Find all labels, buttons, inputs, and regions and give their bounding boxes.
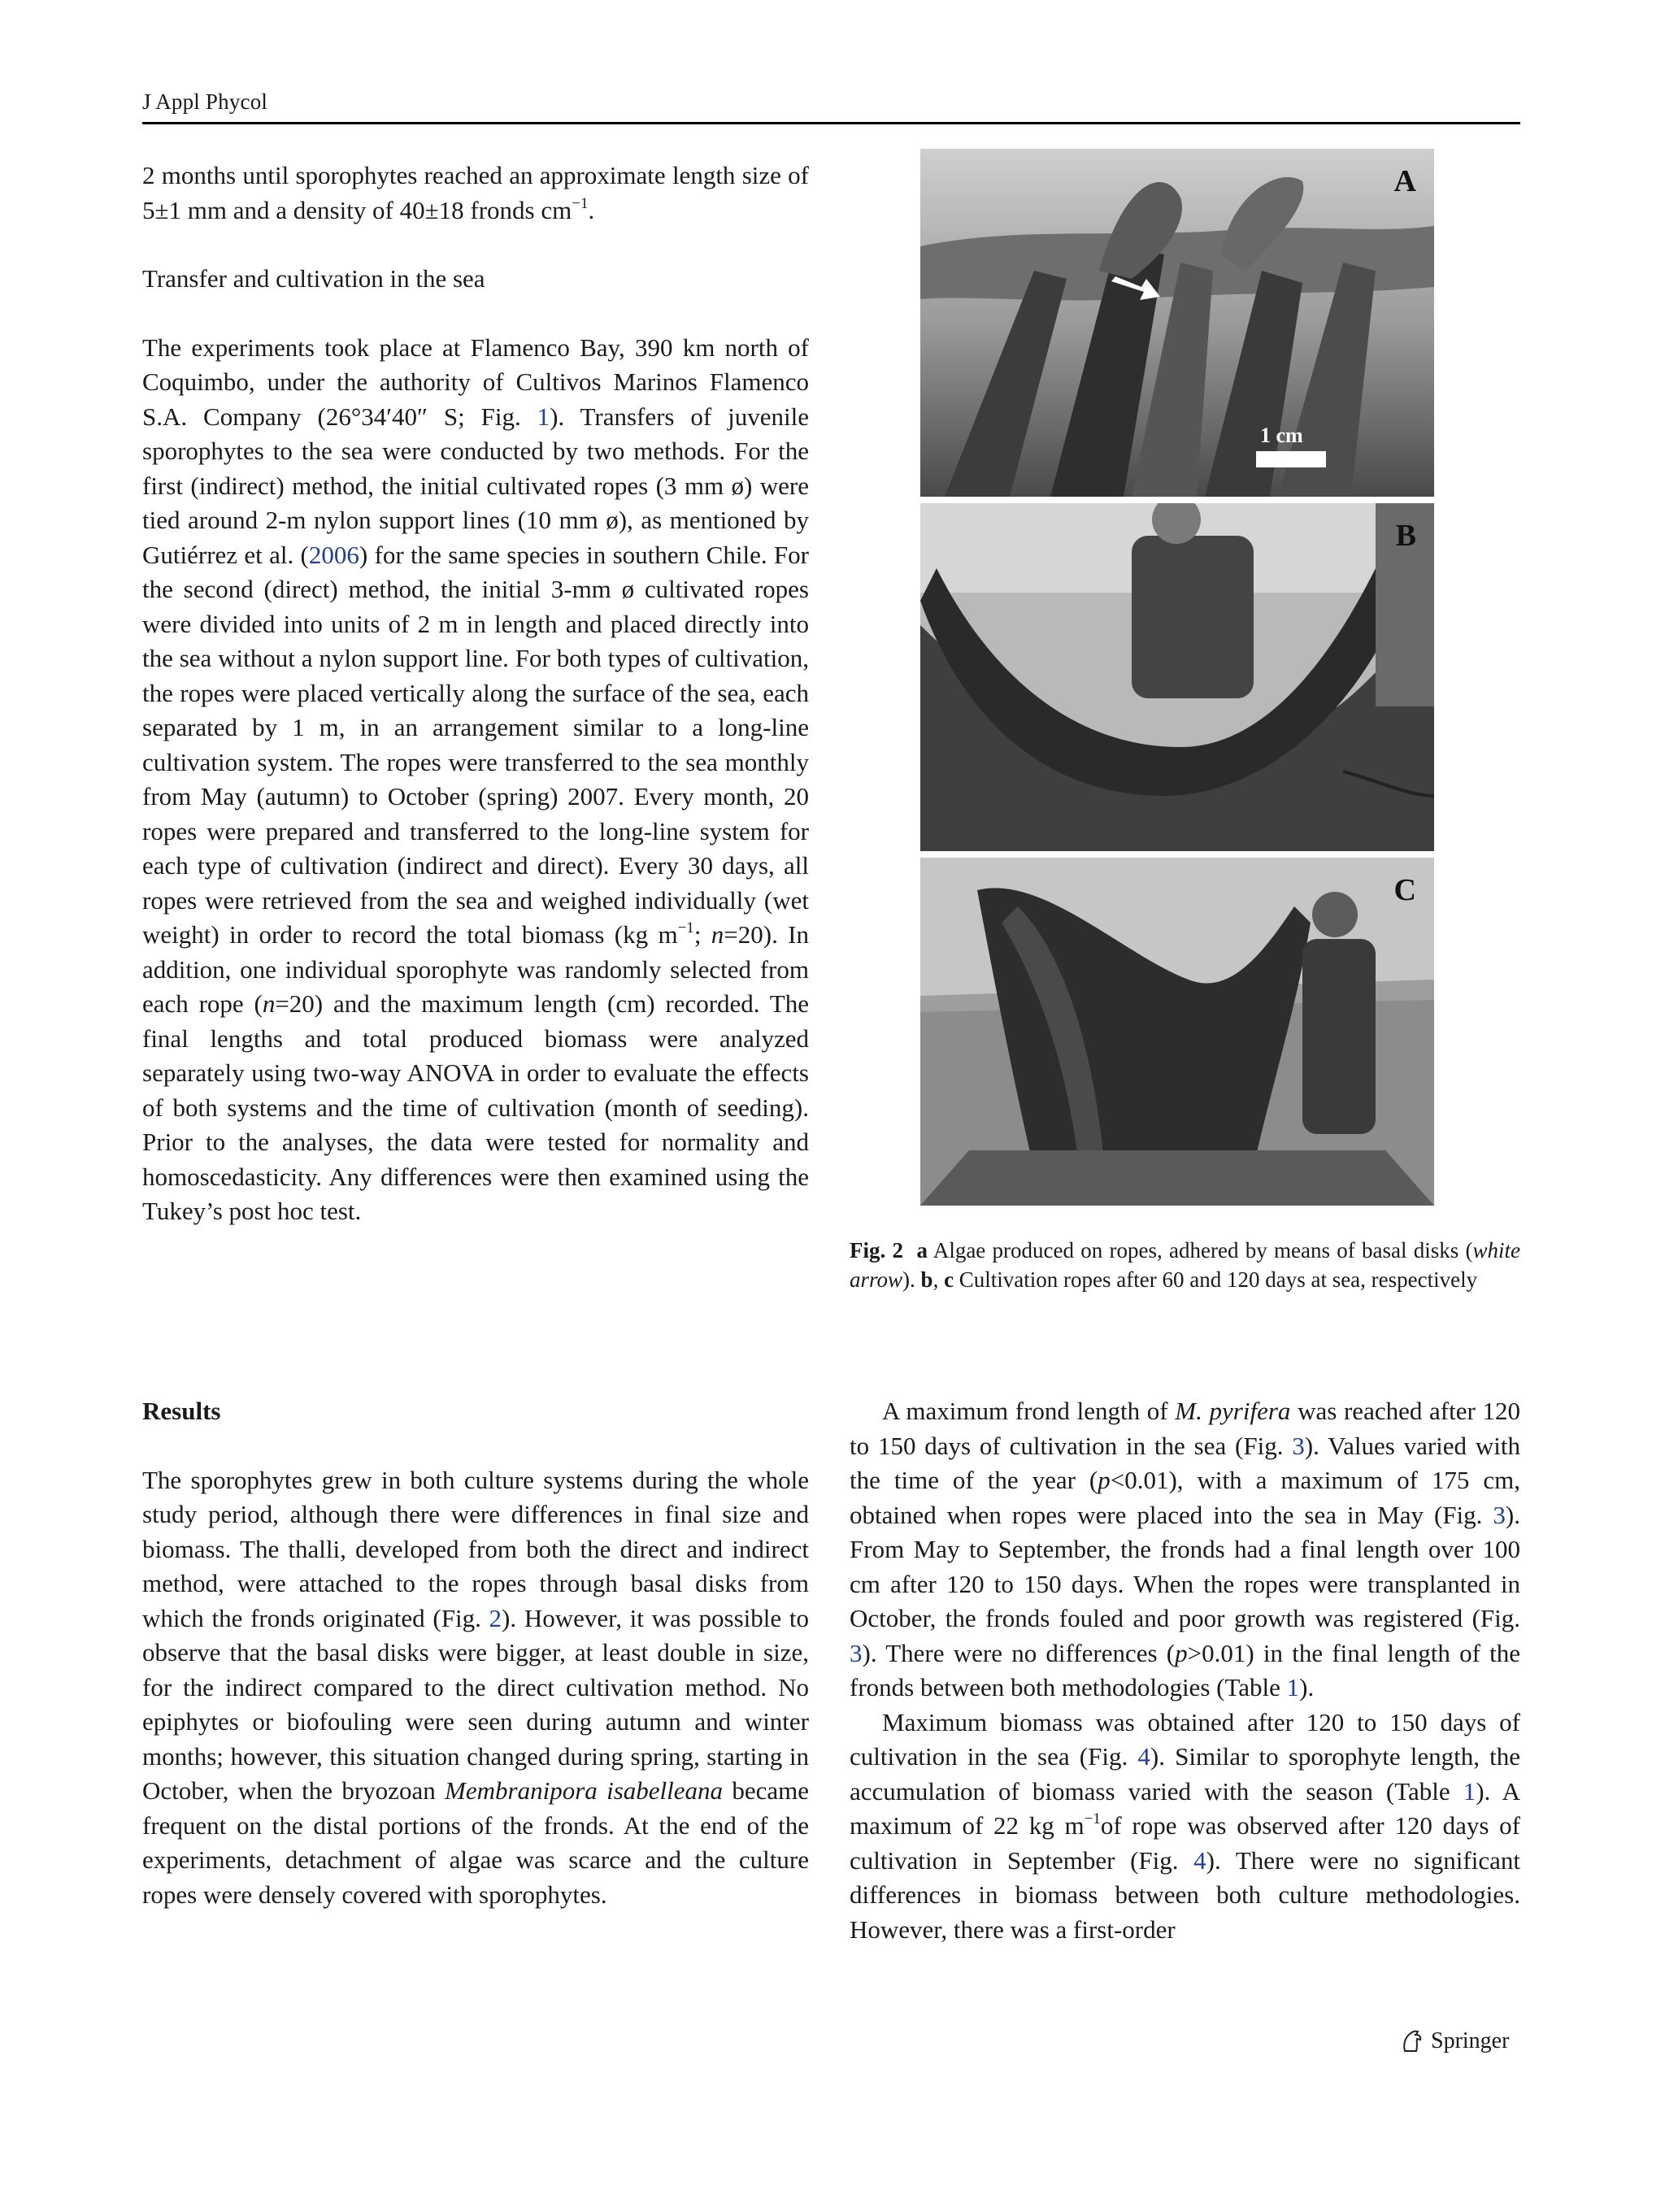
scale-bar — [1256, 451, 1326, 467]
left-column-results — [142, 1394, 809, 1912]
figure-link[interactable]: 4 — [1137, 1742, 1150, 1771]
publisher-name: Springer — [1431, 2028, 1510, 2053]
figure-2 — [920, 149, 1434, 1212]
table-link[interactable]: 1 — [1286, 1673, 1300, 1701]
header-rule — [142, 122, 1520, 124]
paragraph-frond-length: A maximum frond length of M. pyrifera was reached after 120 to 150 days of cultivation in the sea (Fig. 3). Values varied with the time of the year (p<0.01), with a maximum of 175 cm, obtained when ropes were placed into the sea in May (Fig. 3). From May to September, the fronds had a final length over 100 cm after 120 to 150 days. When the ropes were transplanted in October, the fronds fouled and poor growth was registered (Fig. 3). There were no differences (p>0.01) in the final length of the fronds between both methodologies (Table 1). — [850, 1397, 1521, 1701]
panel-b-photo — [920, 503, 1434, 851]
panel-label-c: C — [1393, 873, 1416, 907]
panel-label-b: B — [1395, 519, 1416, 553]
panel-c-photo — [920, 858, 1434, 1206]
springer-horse-icon — [1400, 2028, 1424, 2054]
figure-caption: Fig. 2 a Algae produced on ropes, adhered by means of basal disks (white arrow). b, c Cultivation ropes after 60 and 120 days at sea, respectively — [850, 1238, 1520, 1292]
panel-a-photo — [920, 149, 1434, 497]
publisher-logo — [1400, 2028, 1509, 2054]
paragraph-biomass: Maximum biomass was obtained after 120 to 150 days of cultivation in the sea (Fig. 4). Similar to sporophyte length, the accumulation of biomass varied with the season (Table 1). A maximum of 22 kg $m^{-1}of$ rope was observed after 120 days of cultivation in September (Fig. 4). There were no significant differences in biomass between both culture methodologies. However, there was a first-order — [850, 1707, 1520, 1944]
paragraph-sporophyte-size: 2 months until sporophytes reached an approximate length size of 5±1 mm and a density of 40±18 fronds $cm^{-1}$. — [142, 161, 809, 224]
figure-link[interactable]: 3 — [1493, 1500, 1506, 1529]
figure-panel-b — [920, 503, 1434, 851]
right-column-results — [850, 1394, 1520, 1947]
figure-link[interactable]: 2 — [489, 1603, 502, 1632]
running-head: J Appl Phycol — [142, 89, 268, 114]
reference-link[interactable]: 2006 — [308, 540, 359, 569]
panel-label-a: A — [1393, 164, 1416, 198]
subsection-heading: Transfer and cultivation in the sea — [142, 264, 485, 293]
figure-panel-c — [920, 858, 1434, 1206]
figure-link[interactable]: 3 — [850, 1638, 863, 1667]
figure-link[interactable]: 3 — [1292, 1431, 1305, 1460]
figure-link[interactable]: 1 — [537, 402, 550, 431]
figure-panel-a — [920, 149, 1434, 497]
paragraph-results-growth: The sporophytes grew in both culture systems during the whole study period, although there were differences in final size and biomass. The thalli, developed from both the direct and indirect method, were attached to the ropes through basal disks from which the fronds originated (Fig. 2). However, it was possible to observe that the basal disks were bigger, at least double in size, for the indirect compared to the direct cultivation method. No epiphytes or biofouling were seen during autumn and winter months; however, this situation changed during spring, starting in October, when the bryozoan Membranipora isabelleana became frequent on the distal portions of the fronds. At the end of the experiments, detachment of algae was scarce and the culture ropes were densely covered with sporophytes. — [142, 1465, 809, 1909]
figure-link[interactable]: 4 — [1193, 1845, 1206, 1875]
table-link[interactable]: 1 — [1463, 1776, 1476, 1806]
left-column-methods — [142, 159, 809, 1229]
scale-bar-label: 1 cm — [1260, 424, 1303, 447]
paragraph-transfer-methods: The experiments took place at Flamenco Bay, 390 km north of Coquimbo, under the authority of Cultivos Marinos Flamenco S.A. Company (26°34′40″ S; Fig. 1). Transfers of juvenile sporophytes to the sea were conducted by two methods. For the first (indirect) method, the initial cultivated ropes (3 mm ø) were tied around 2-m nylon support lines (10 mm ø), as mentioned by Gutiérrez et al. (2006) for the same species in southern Chile. For the second (direct) method, the initial 3-mm ø cultivated ropes were divided into units of 2 m in length and placed directly into the sea without a nylon support line. For both types of cultivation, the ropes were placed vertically along the surface of the sea, each separated by 1 m, in an arrangement similar to a long-line cultivation system. The ropes were transferred to the sea monthly from May (autumn) to October (spring) 2007. Every month, 20 ropes were prepared and transferred to the long-line system for each type of cultivation (indirect and direct). Every 30 days, all ropes were retrieved from the sea and weighed individually (wet weight) in order to record the total biomass (kg $m^{-1}$; n=20). In addition, one individual sporophyte was randomly selected from each rope (n=20) and the maximum length (cm) recorded. The final lengths and total produced biomass were analyzed separately using two-way ANOVA in order to evaluate the effects of both systems and the time of cultivation (month of seeding). Prior to the analyses, the data were tested for normality and homoscedasticity. Any differences were then examined using the Tukey’s post hoc test. — [142, 332, 810, 1225]
section-heading-results: Results — [142, 1397, 221, 1425]
